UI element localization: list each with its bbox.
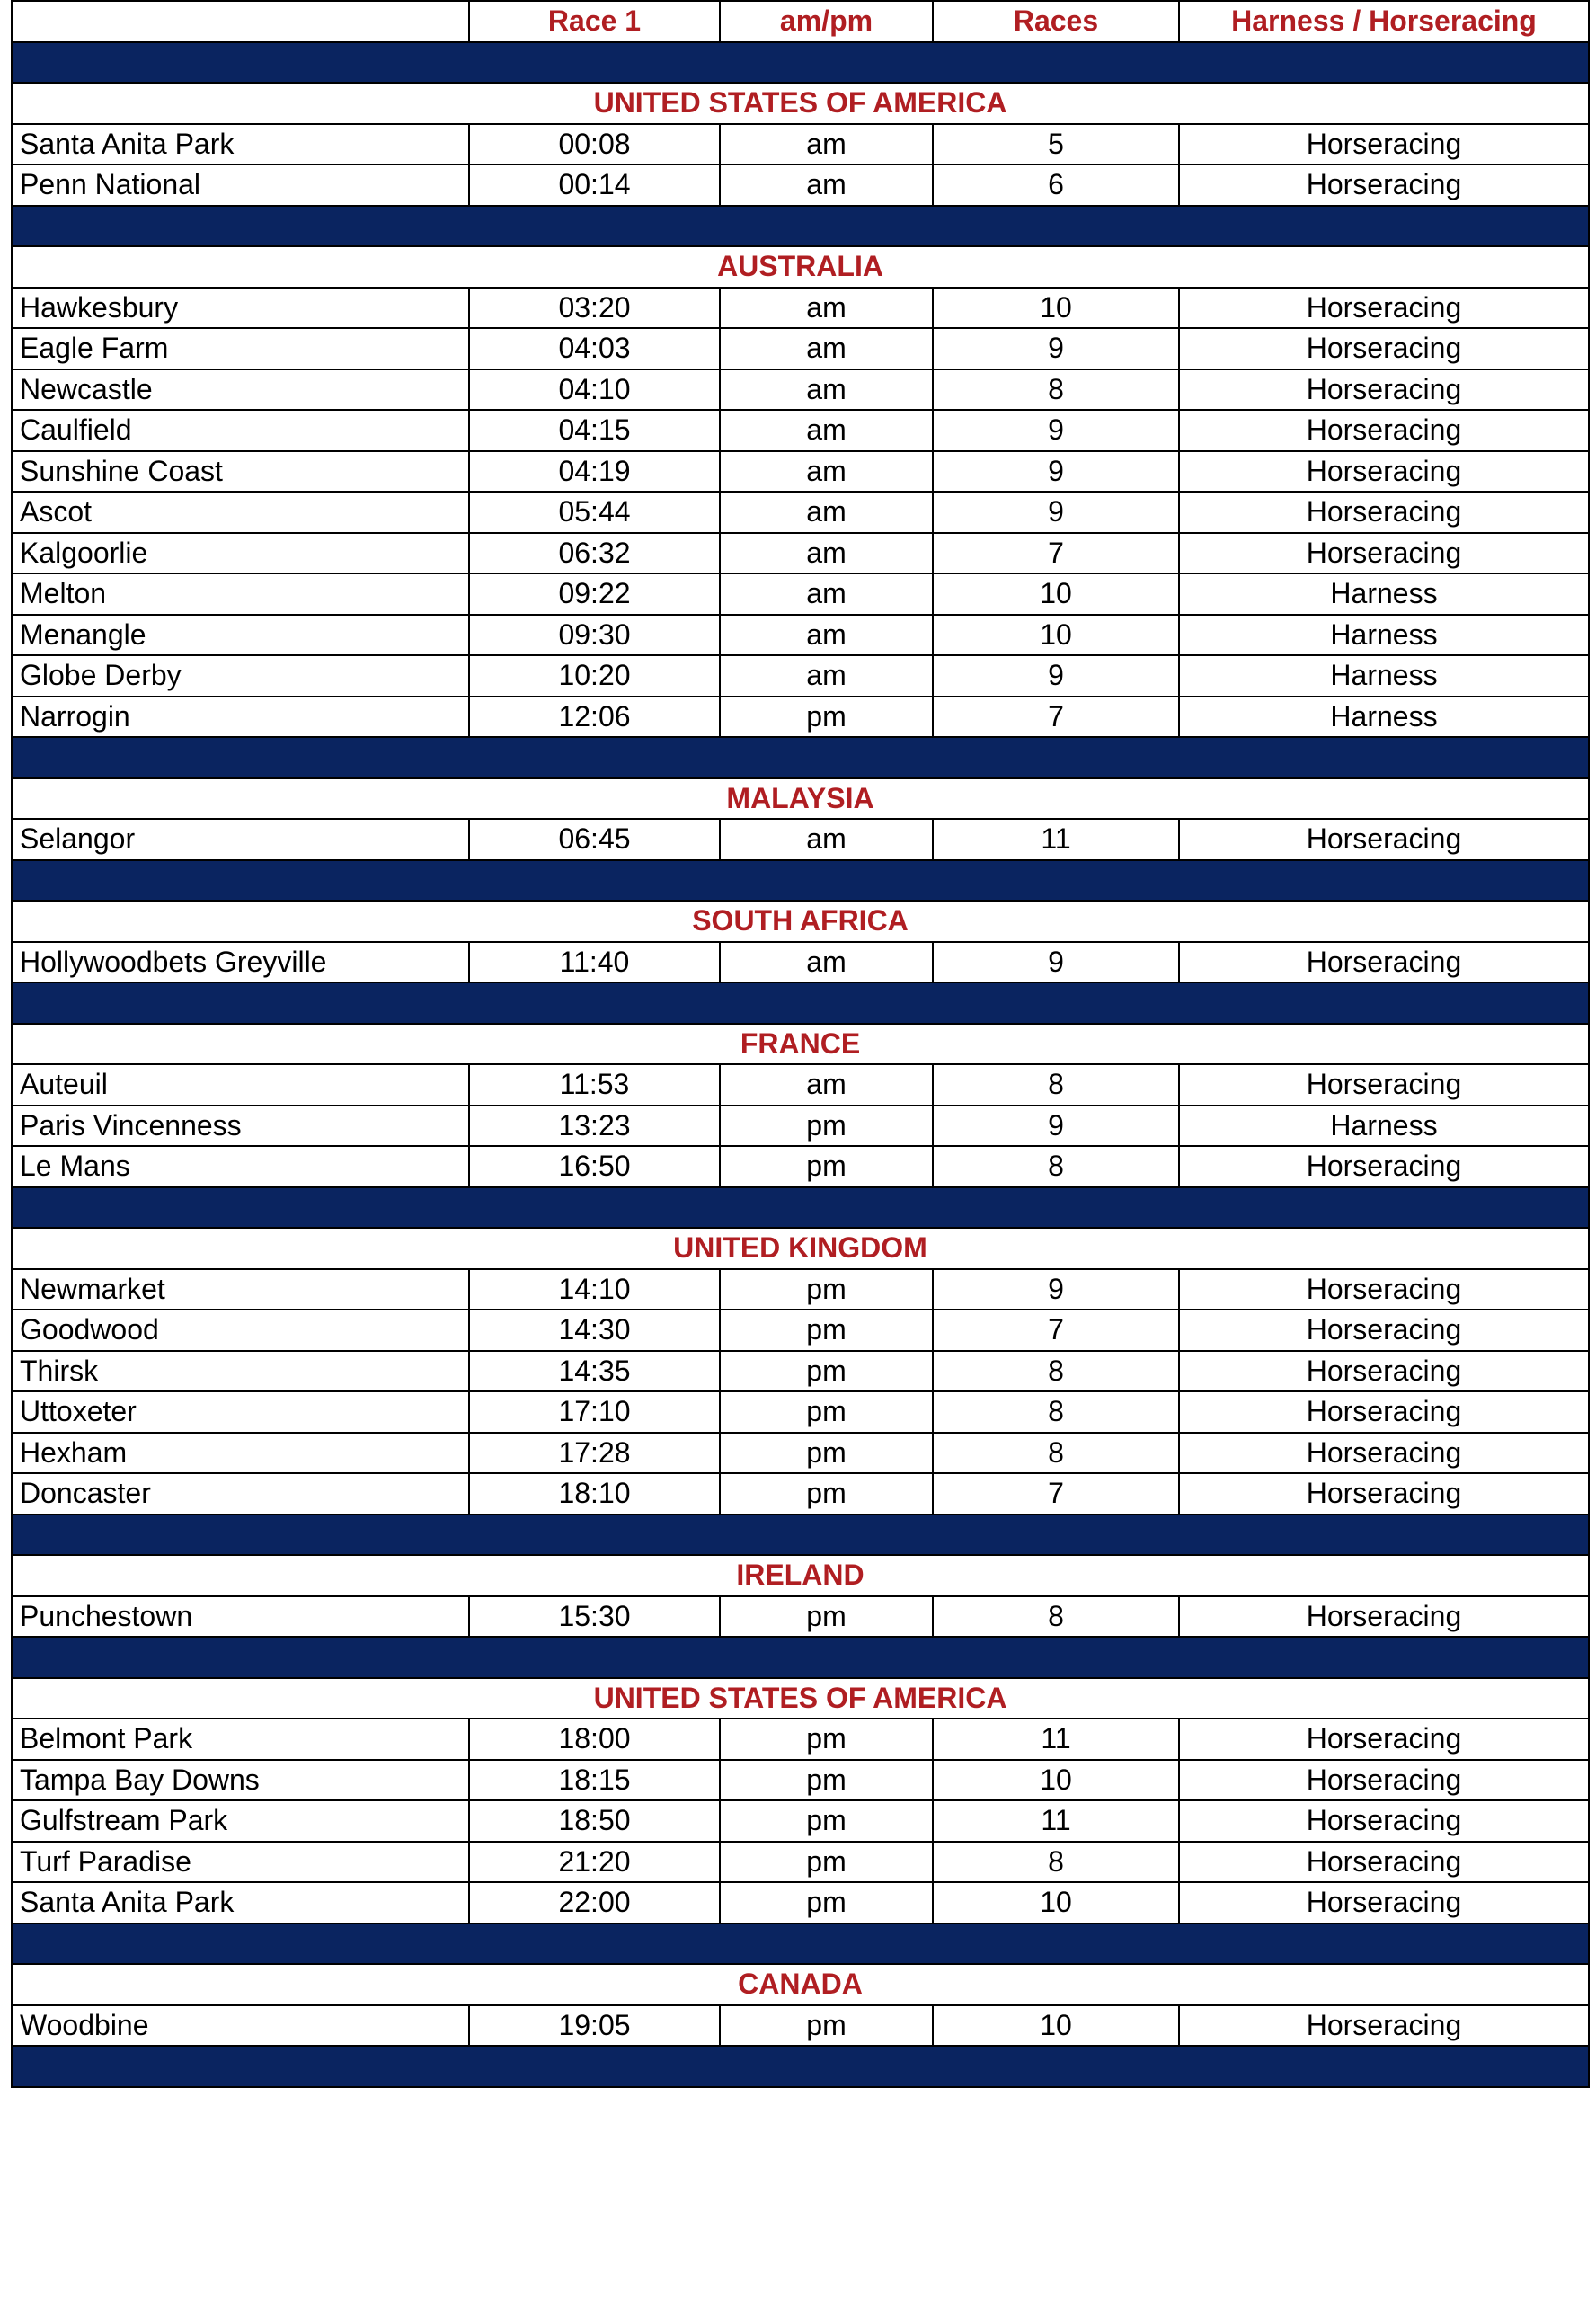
ampm-cell: pm <box>720 1310 933 1351</box>
race1-time-cell: 04:03 <box>469 328 720 369</box>
country-heading: FRANCE <box>12 1024 1589 1065</box>
venue-cell: Punchestown <box>12 1596 469 1638</box>
races-count-cell: 10 <box>933 573 1179 615</box>
races-count-cell: 11 <box>933 819 1179 860</box>
table-row <box>12 1310 1589 1351</box>
venue-cell: Selangor <box>12 819 469 860</box>
ampm-cell: pm <box>720 1433 933 1474</box>
ampm-cell: pm <box>720 1269 933 1310</box>
races-count-cell: 7 <box>933 1473 1179 1515</box>
section-divider-band <box>12 1637 1589 1678</box>
races-count-cell: 11 <box>933 1800 1179 1842</box>
table-row <box>12 451 1589 493</box>
race-type-cell: Horseracing <box>1179 1596 1589 1638</box>
country-heading: SOUTH AFRICA <box>12 901 1589 942</box>
race1-time-cell: 03:20 <box>469 288 720 329</box>
ampm-cell: pm <box>720 1800 933 1842</box>
venue-cell: Menangle <box>12 615 469 656</box>
race-schedule-table <box>11 0 1590 2088</box>
races-count-cell: 8 <box>933 1596 1179 1638</box>
section-divider-cell <box>12 206 1589 247</box>
ampm-cell: pm <box>720 1882 933 1923</box>
section-divider-band <box>12 42 1589 84</box>
race-type-cell: Horseracing <box>1179 451 1589 493</box>
race1-time-cell: 13:23 <box>469 1106 720 1147</box>
ampm-cell: am <box>720 492 933 533</box>
races-count-cell: 8 <box>933 1433 1179 1474</box>
venue-cell: Tampa Bay Downs <box>12 1760 469 1801</box>
race1-time-cell: 04:19 <box>469 451 720 493</box>
ampm-cell: pm <box>720 1473 933 1515</box>
section-divider-band <box>12 1515 1589 1556</box>
table-row <box>12 1473 1589 1515</box>
races-count-cell: 11 <box>933 1719 1179 1760</box>
table-row <box>12 533 1589 574</box>
races-count-cell: 10 <box>933 2005 1179 2047</box>
races-count-cell: 9 <box>933 328 1179 369</box>
table-row <box>12 1842 1589 1883</box>
venue-cell: Turf Paradise <box>12 1842 469 1883</box>
race1-time-cell: 06:45 <box>469 819 720 860</box>
venue-cell: Hexham <box>12 1433 469 1474</box>
section-divider-cell <box>12 42 1589 84</box>
race-type-cell: Horseracing <box>1179 1800 1589 1842</box>
venue-cell: Ascot <box>12 492 469 533</box>
table-row <box>12 2005 1589 2047</box>
ampm-cell: pm <box>720 1106 933 1147</box>
ampm-cell: pm <box>720 697 933 738</box>
header-races: Races <box>933 1 1179 42</box>
ampm-cell: pm <box>720 1596 933 1638</box>
races-count-cell: 10 <box>933 1760 1179 1801</box>
race1-time-cell: 00:08 <box>469 124 720 165</box>
races-count-cell: 9 <box>933 1269 1179 1310</box>
table-row <box>12 328 1589 369</box>
race-type-cell: Horseracing <box>1179 2005 1589 2047</box>
race-type-cell: Horseracing <box>1179 1842 1589 1883</box>
venue-cell: Santa Anita Park <box>12 124 469 165</box>
race-type-cell: Horseracing <box>1179 1719 1589 1760</box>
ampm-cell: am <box>720 410 933 451</box>
races-count-cell: 10 <box>933 1882 1179 1923</box>
race1-time-cell: 16:50 <box>469 1146 720 1187</box>
ampm-cell: pm <box>720 1842 933 1883</box>
race1-time-cell: 17:10 <box>469 1391 720 1433</box>
race1-time-cell: 11:40 <box>469 942 720 983</box>
venue-cell: Newcastle <box>12 369 469 411</box>
races-count-cell: 5 <box>933 124 1179 165</box>
venue-cell: Woodbine <box>12 2005 469 2047</box>
race-type-cell: Harness <box>1179 1106 1589 1147</box>
table-row <box>12 942 1589 983</box>
ampm-cell: am <box>720 615 933 656</box>
ampm-cell: am <box>720 124 933 165</box>
header-row <box>12 1 1589 42</box>
header-race1: Race 1 <box>469 1 720 42</box>
races-count-cell: 7 <box>933 533 1179 574</box>
section-divider-band <box>12 982 1589 1024</box>
race1-time-cell: 06:32 <box>469 533 720 574</box>
races-count-cell: 9 <box>933 451 1179 493</box>
venue-cell: Doncaster <box>12 1473 469 1515</box>
country-heading-row <box>12 1228 1589 1269</box>
section-divider-cell <box>12 860 1589 902</box>
races-count-cell: 8 <box>933 1391 1179 1433</box>
race1-time-cell: 04:15 <box>469 410 720 451</box>
table-row <box>12 1719 1589 1760</box>
country-heading: CANADA <box>12 1964 1589 2005</box>
country-heading: UNITED KINGDOM <box>12 1228 1589 1269</box>
race-type-cell: Horseracing <box>1179 1391 1589 1433</box>
country-heading: IRELAND <box>12 1555 1589 1596</box>
venue-cell: Penn National <box>12 164 469 206</box>
table-row <box>12 655 1589 697</box>
race1-time-cell: 04:10 <box>469 369 720 411</box>
ampm-cell: am <box>720 164 933 206</box>
section-divider-cell <box>12 2046 1589 2087</box>
races-count-cell: 8 <box>933 1351 1179 1392</box>
table-row <box>12 492 1589 533</box>
table-row <box>12 369 1589 411</box>
race-type-cell: Horseracing <box>1179 164 1589 206</box>
race1-time-cell: 19:05 <box>469 2005 720 2047</box>
race-type-cell: Harness <box>1179 655 1589 697</box>
race-type-cell: Horseracing <box>1179 328 1589 369</box>
race1-time-cell: 10:20 <box>469 655 720 697</box>
race1-time-cell: 18:00 <box>469 1719 720 1760</box>
ampm-cell: am <box>720 573 933 615</box>
venue-cell: Hollywoodbets Greyville <box>12 942 469 983</box>
race-type-cell: Horseracing <box>1179 1146 1589 1187</box>
ampm-cell: am <box>720 655 933 697</box>
venue-cell: Globe Derby <box>12 655 469 697</box>
section-divider-band <box>12 2046 1589 2087</box>
table-row <box>12 1800 1589 1842</box>
venue-cell: Kalgoorlie <box>12 533 469 574</box>
ampm-cell: am <box>720 288 933 329</box>
venue-cell: Santa Anita Park <box>12 1882 469 1923</box>
race1-time-cell: 18:15 <box>469 1760 720 1801</box>
race1-time-cell: 05:44 <box>469 492 720 533</box>
race-type-cell: Horseracing <box>1179 533 1589 574</box>
country-heading: UNITED STATES OF AMERICA <box>12 1678 1589 1719</box>
venue-cell: Belmont Park <box>12 1719 469 1760</box>
race-type-cell: Horseracing <box>1179 124 1589 165</box>
header-ampm: am/pm <box>720 1 933 42</box>
ampm-cell: pm <box>720 1351 933 1392</box>
race-type-cell: Horseracing <box>1179 819 1589 860</box>
races-count-cell: 10 <box>933 288 1179 329</box>
section-divider-cell <box>12 1515 1589 1556</box>
race-type-cell: Horseracing <box>1179 410 1589 451</box>
table-row <box>12 1760 1589 1801</box>
country-heading-row <box>12 246 1589 288</box>
country-heading-row <box>12 1678 1589 1719</box>
race-type-cell: Harness <box>1179 615 1589 656</box>
venue-cell: Sunshine Coast <box>12 451 469 493</box>
race1-time-cell: 09:30 <box>469 615 720 656</box>
race1-time-cell: 14:10 <box>469 1269 720 1310</box>
venue-cell: Hawkesbury <box>12 288 469 329</box>
country-heading-row <box>12 778 1589 820</box>
section-divider-cell <box>12 1637 1589 1678</box>
ampm-cell: am <box>720 1064 933 1106</box>
country-heading-row <box>12 1555 1589 1596</box>
ampm-cell: pm <box>720 1146 933 1187</box>
section-divider-band <box>12 860 1589 902</box>
ampm-cell: am <box>720 533 933 574</box>
race-type-cell: Horseracing <box>1179 1882 1589 1923</box>
race1-time-cell: 22:00 <box>469 1882 720 1923</box>
table-row <box>12 819 1589 860</box>
ampm-cell: pm <box>720 1760 933 1801</box>
race-type-cell: Horseracing <box>1179 942 1589 983</box>
country-heading-row <box>12 83 1589 124</box>
race1-time-cell: 11:53 <box>469 1064 720 1106</box>
table-row <box>12 1433 1589 1474</box>
table-row <box>12 1146 1589 1187</box>
table-row <box>12 615 1589 656</box>
table-row <box>12 1882 1589 1923</box>
table-row <box>12 573 1589 615</box>
races-count-cell: 8 <box>933 1842 1179 1883</box>
table-row <box>12 1064 1589 1106</box>
country-heading: UNITED STATES OF AMERICA <box>12 83 1589 124</box>
table-row <box>12 410 1589 451</box>
ampm-cell: pm <box>720 1391 933 1433</box>
venue-cell: Melton <box>12 573 469 615</box>
country-heading-row <box>12 901 1589 942</box>
venue-cell: Narrogin <box>12 697 469 738</box>
section-divider-band <box>12 206 1589 247</box>
races-count-cell: 7 <box>933 697 1179 738</box>
section-divider-cell <box>12 982 1589 1024</box>
country-heading: MALAYSIA <box>12 778 1589 820</box>
table-row <box>12 1351 1589 1392</box>
races-count-cell: 9 <box>933 1106 1179 1147</box>
race-type-cell: Horseracing <box>1179 1433 1589 1474</box>
race-type-cell: Horseracing <box>1179 1351 1589 1392</box>
race-type-cell: Horseracing <box>1179 288 1589 329</box>
race1-time-cell: 18:50 <box>469 1800 720 1842</box>
venue-cell: Goodwood <box>12 1310 469 1351</box>
races-count-cell: 8 <box>933 1146 1179 1187</box>
ampm-cell: am <box>720 328 933 369</box>
race-type-cell: Horseracing <box>1179 1310 1589 1351</box>
country-heading: AUSTRALIA <box>12 246 1589 288</box>
venue-cell: Caulfield <box>12 410 469 451</box>
table-row <box>12 1106 1589 1147</box>
race1-time-cell: 17:28 <box>469 1433 720 1474</box>
table-row <box>12 1596 1589 1638</box>
race-schedule-body <box>12 1 1589 2087</box>
table-row <box>12 288 1589 329</box>
country-heading-row <box>12 1964 1589 2005</box>
ampm-cell: pm <box>720 1719 933 1760</box>
races-count-cell: 10 <box>933 615 1179 656</box>
ampm-cell: pm <box>720 2005 933 2047</box>
races-count-cell: 7 <box>933 1310 1179 1351</box>
races-count-cell: 9 <box>933 942 1179 983</box>
ampm-cell: am <box>720 819 933 860</box>
races-count-cell: 9 <box>933 492 1179 533</box>
race1-time-cell: 18:10 <box>469 1473 720 1515</box>
venue-cell: Paris Vincenness <box>12 1106 469 1147</box>
section-divider-band <box>12 1187 1589 1229</box>
race1-time-cell: 00:14 <box>469 164 720 206</box>
venue-cell: Gulfstream Park <box>12 1800 469 1842</box>
races-count-cell: 9 <box>933 410 1179 451</box>
section-divider-cell <box>12 1187 1589 1229</box>
race-type-cell: Harness <box>1179 697 1589 738</box>
races-count-cell: 8 <box>933 369 1179 411</box>
ampm-cell: am <box>720 451 933 493</box>
section-divider-cell <box>12 737 1589 778</box>
section-divider-band <box>12 737 1589 778</box>
race-type-cell: Horseracing <box>1179 1760 1589 1801</box>
race-type-cell: Horseracing <box>1179 1269 1589 1310</box>
header-type: Harness / Horseracing <box>1179 1 1589 42</box>
venue-cell: Auteuil <box>12 1064 469 1106</box>
race1-time-cell: 21:20 <box>469 1842 720 1883</box>
section-divider-band <box>12 1923 1589 1965</box>
table-row <box>12 1391 1589 1433</box>
race-type-cell: Horseracing <box>1179 492 1589 533</box>
table-row <box>12 124 1589 165</box>
races-count-cell: 8 <box>933 1064 1179 1106</box>
race-type-cell: Horseracing <box>1179 369 1589 411</box>
venue-cell: Newmarket <box>12 1269 469 1310</box>
races-count-cell: 9 <box>933 655 1179 697</box>
race1-time-cell: 15:30 <box>469 1596 720 1638</box>
ampm-cell: am <box>720 942 933 983</box>
venue-cell: Uttoxeter <box>12 1391 469 1433</box>
table-row <box>12 1269 1589 1310</box>
race1-time-cell: 14:30 <box>469 1310 720 1351</box>
table-row <box>12 697 1589 738</box>
section-divider-cell <box>12 1923 1589 1965</box>
venue-cell: Thirsk <box>12 1351 469 1392</box>
race-type-cell: Horseracing <box>1179 1473 1589 1515</box>
races-count-cell: 6 <box>933 164 1179 206</box>
race-type-cell: Horseracing <box>1179 1064 1589 1106</box>
table-row <box>12 164 1589 206</box>
race-type-cell: Harness <box>1179 573 1589 615</box>
venue-cell: Le Mans <box>12 1146 469 1187</box>
race1-time-cell: 14:35 <box>469 1351 720 1392</box>
venue-cell: Eagle Farm <box>12 328 469 369</box>
race1-time-cell: 12:06 <box>469 697 720 738</box>
header-venue <box>12 1 469 42</box>
race1-time-cell: 09:22 <box>469 573 720 615</box>
country-heading-row <box>12 1024 1589 1065</box>
ampm-cell: am <box>720 369 933 411</box>
